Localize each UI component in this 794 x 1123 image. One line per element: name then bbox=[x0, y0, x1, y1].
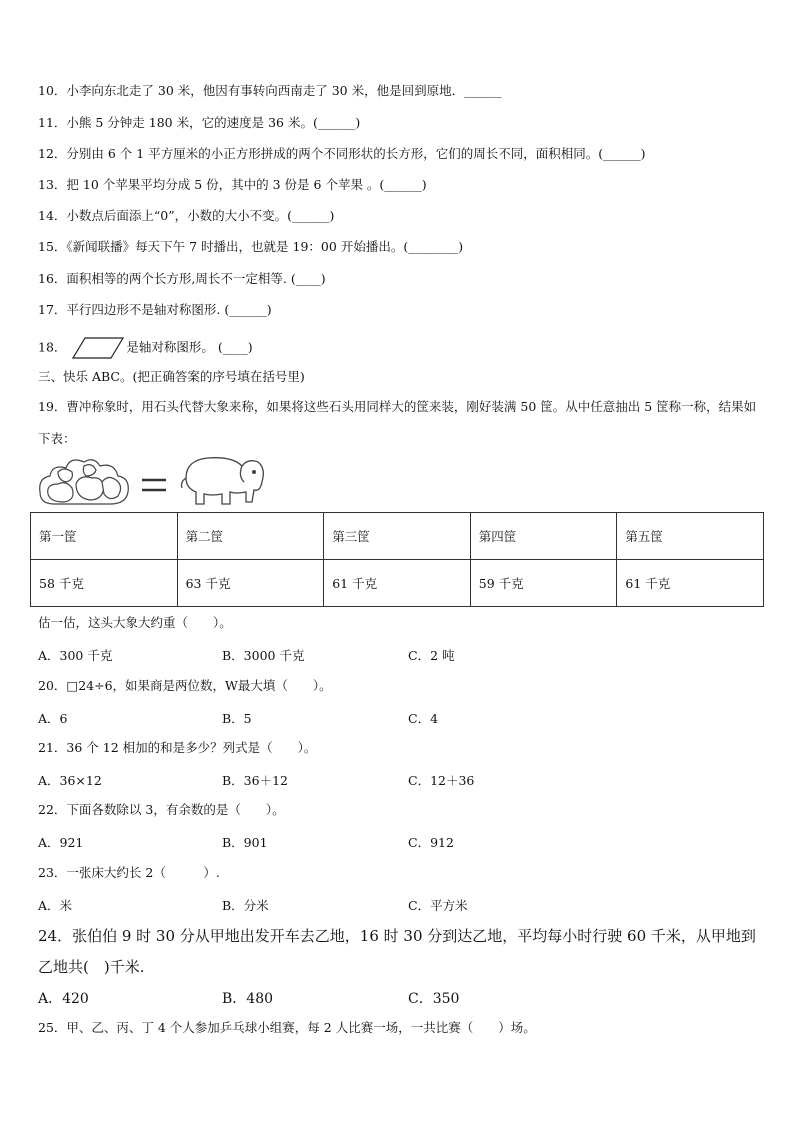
question-text: 曹冲称象时，用石头代替大象来称，如果将这些石头用同样大的筐来装，刚好装满 50 筐。从中任意抽出 5 筐称一称，结果如下表： bbox=[38, 399, 757, 446]
question-number: 18． bbox=[38, 339, 67, 355]
question-text: 小熊 5 分钟走 180 米，它的速度是 36 米。(______) bbox=[66, 115, 361, 130]
question-number: 16． bbox=[38, 271, 67, 286]
question-16 bbox=[38, 270, 326, 288]
table-cell: 63 千克 bbox=[177, 560, 324, 607]
question-text: 是轴对称图形。 (____) bbox=[126, 339, 253, 355]
option-a: A．420 bbox=[38, 991, 89, 1007]
question-15 bbox=[38, 238, 463, 256]
question-23: 23．一张床大约长 2（ ）. bbox=[38, 865, 220, 880]
table-cell: 61 千克 bbox=[324, 560, 471, 607]
question-number: 19． bbox=[38, 399, 67, 414]
option-b: B．5 bbox=[222, 711, 252, 726]
question-text: 小数点后面添上“0”，小数的大小不变。(______) bbox=[66, 208, 335, 223]
question-13 bbox=[38, 176, 427, 194]
parallelogram-figure bbox=[72, 337, 124, 359]
question-20: 20．□24÷6，如果商是两位数，W最大填（ ）。 bbox=[38, 678, 332, 693]
rocks-icon bbox=[40, 460, 129, 504]
option-c: C．350 bbox=[408, 991, 460, 1007]
section-heading: 三、快乐 ABC。(把正确答案的序号填在括号里) bbox=[38, 369, 305, 384]
table-header-row bbox=[31, 513, 764, 560]
question-25: 25．甲、乙、丙、丁 4 个人参加乒乓球小组赛，每 2 人比赛一场，一共比赛（ ）场。 bbox=[38, 1020, 536, 1035]
question-19 bbox=[38, 391, 760, 455]
rocks-equals-elephant-illustration bbox=[36, 448, 276, 510]
option-b: B．3000 千克 bbox=[222, 648, 305, 663]
option-a: A．米 bbox=[38, 898, 73, 913]
table-row bbox=[31, 560, 764, 607]
question-number: 13． bbox=[38, 177, 67, 192]
equals-sign-icon bbox=[142, 480, 166, 490]
question-11 bbox=[38, 114, 360, 132]
table-cell: 58 千克 bbox=[31, 560, 178, 607]
question-19-prompt: 估一估，这头大象大约重（ ）。 bbox=[38, 615, 232, 630]
question-10 bbox=[38, 82, 502, 100]
question-text: 面积相等的两个长方形,周长不一定相等. (____) bbox=[66, 271, 326, 286]
question-number: 15． bbox=[38, 239, 67, 254]
question-17 bbox=[38, 301, 272, 319]
option-a: A．921 bbox=[38, 835, 84, 850]
table-header-cell: 第四筐 bbox=[470, 513, 617, 560]
question-12 bbox=[38, 145, 645, 163]
table-header-cell: 第二筐 bbox=[177, 513, 324, 560]
option-c: C．912 bbox=[408, 835, 454, 850]
question-number: 10． bbox=[38, 83, 67, 98]
option-a: A．6 bbox=[38, 711, 68, 726]
option-c: C．2 吨 bbox=[408, 648, 455, 663]
question-21: 21．36 个 12 相加的和是多少？列式是（ ）。 bbox=[38, 740, 317, 755]
weights-table bbox=[30, 512, 764, 607]
question-number: 14． bbox=[38, 208, 67, 223]
table-header-cell: 第五筐 bbox=[617, 513, 764, 560]
table-cell: 61 千克 bbox=[617, 560, 764, 607]
question-14 bbox=[38, 207, 334, 225]
question-text: 平行四边形不是轴对称图形. (______) bbox=[66, 302, 272, 317]
question-text: 分别由 6 个 1 平方厘米的小正方形拼成的两个不同形状的长方形，它们的周长不同，面积相同。(______) bbox=[66, 146, 646, 161]
option-b: B．901 bbox=[222, 835, 268, 850]
question-text: 《新闻联播》每天下午 7 时播出，也就是 19：00 开始播出。(________) bbox=[66, 239, 464, 254]
option-c: C．平方米 bbox=[408, 898, 468, 913]
table-cell: 59 千克 bbox=[470, 560, 617, 607]
question-number: 11． bbox=[38, 115, 67, 130]
question-24: 24．张伯伯 9 时 30 分从甲地出发开车去乙地，16 时 30 分到达乙地，平均每小时行驶 60 千米，从甲地到乙地共( )千米. bbox=[38, 927, 756, 976]
question-18 bbox=[38, 337, 253, 359]
table-header-cell: 第三筐 bbox=[324, 513, 471, 560]
option-b: B．分米 bbox=[222, 898, 269, 913]
question-number: 12． bbox=[38, 146, 67, 161]
option-a: A．300 千克 bbox=[38, 648, 113, 663]
option-b: B．480 bbox=[222, 991, 274, 1007]
question-text: 小李向东北走了 30 米，他因有事转向西南走了 30 米，他是回到原地．______ bbox=[66, 83, 502, 98]
table-header-cell: 第一筐 bbox=[31, 513, 178, 560]
option-a: A．36×12 bbox=[38, 773, 102, 788]
option-c: C．12＋36 bbox=[408, 773, 475, 788]
elephant-icon bbox=[182, 458, 264, 504]
option-c: C．4 bbox=[408, 711, 439, 726]
question-number: 17． bbox=[38, 302, 67, 317]
question-22: 22．下面各数除以 3，有余数的是（ ）。 bbox=[38, 802, 285, 817]
option-b: B．36＋12 bbox=[222, 773, 288, 788]
question-text: 把 10 个苹果平均分成 5 份，其中的 3 份是 6 个苹果 。(______) bbox=[66, 177, 427, 192]
